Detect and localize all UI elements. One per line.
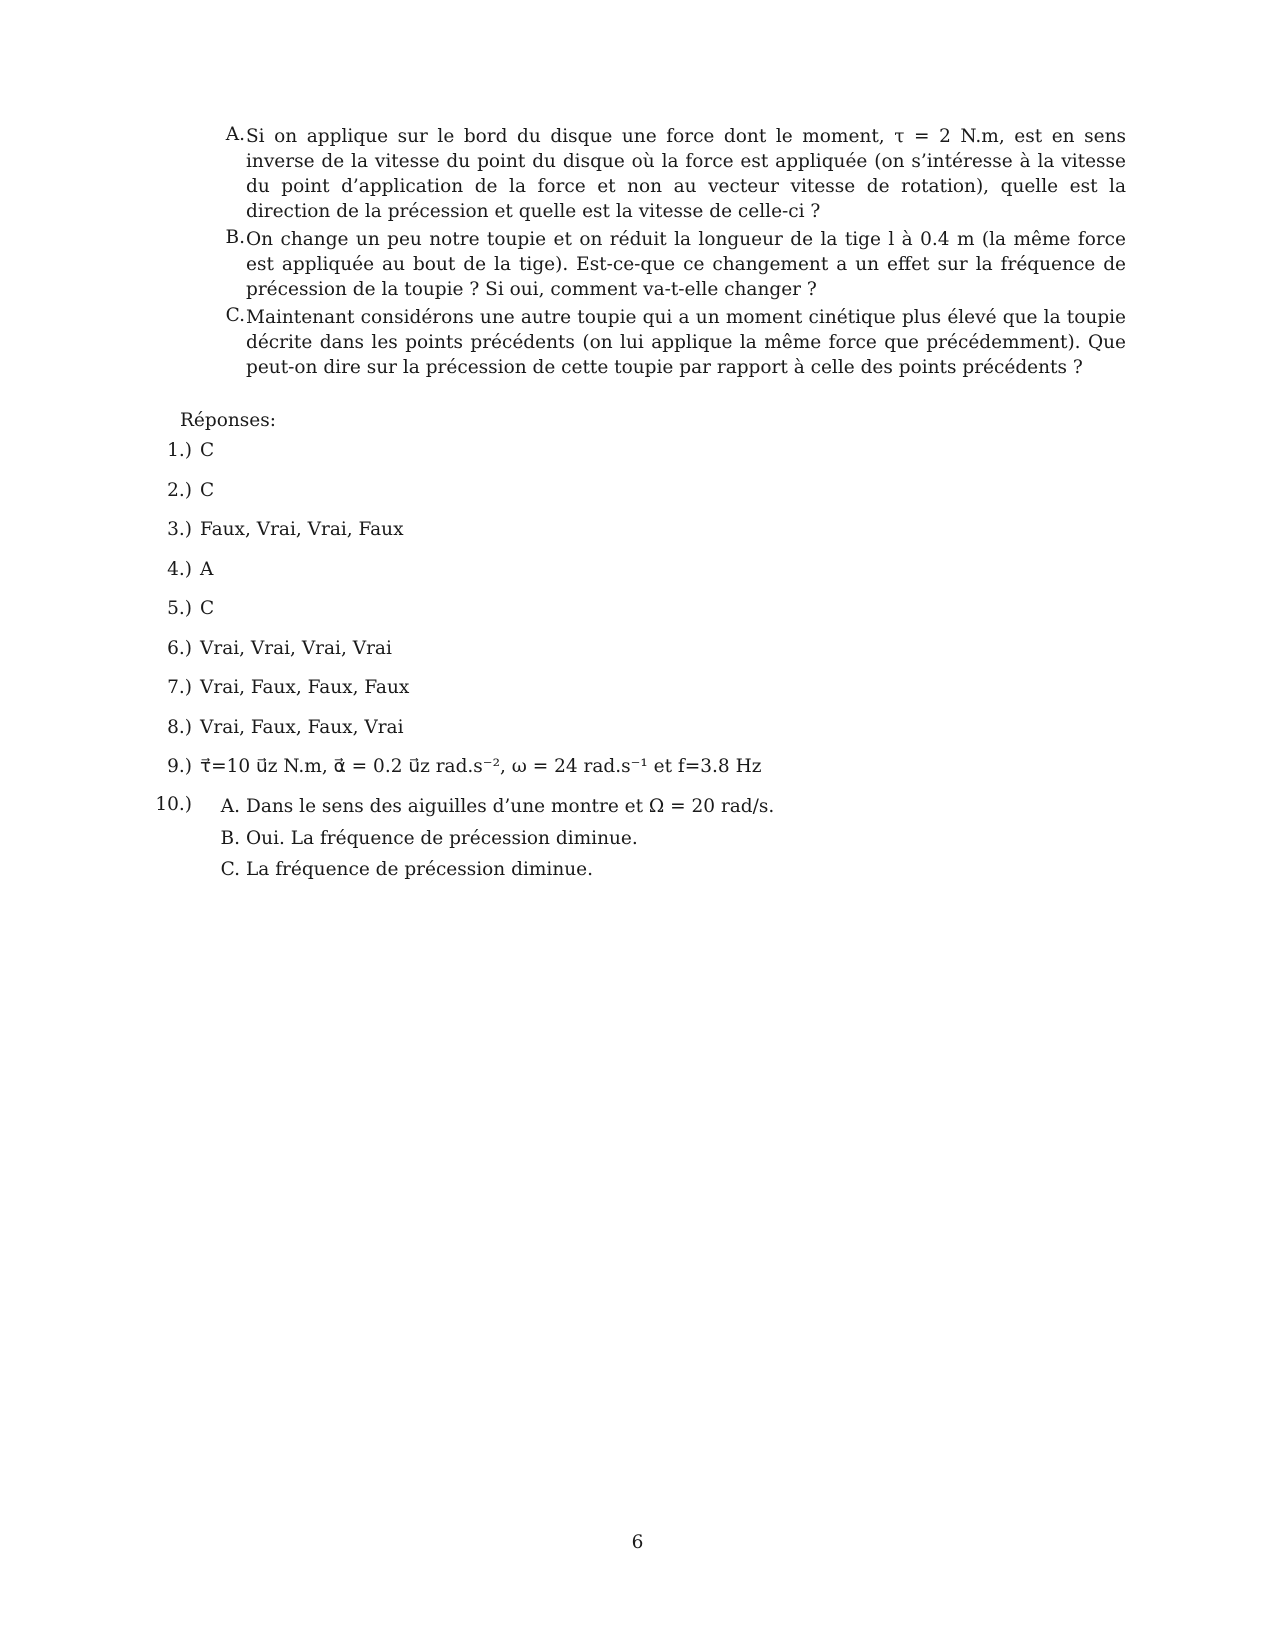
answer-text: Vrai, Faux, Faux, Vrai	[200, 717, 404, 738]
question-label: C.	[225, 305, 245, 326]
answer-number: 10.)	[155, 794, 192, 815]
answer-sub-item	[210, 826, 638, 851]
question-text: Si on applique sur le bord du disque une force dont le moment, τ = 2 N.m, est en sens inverse de la vitesse du point du disque où la force est appliquée (on s’intéresse à la vitesse du point d’application de la force et non au vecteur vitesse de rotation), quelle est la direction de la précession et quelle est la vitesse de celle-ci ?	[246, 126, 1126, 222]
answer-sub-text: Oui. La fréquence de précession diminue.	[246, 828, 638, 849]
answer-text: C	[200, 480, 215, 501]
answer-text: Vrai, Faux, Faux, Faux	[200, 677, 410, 698]
answer-text: τ⃗=10 u⃗z N.m, α⃗ = 0.2 u⃗z rad.s⁻², ω = 24 rad.s⁻¹ et f=3.8 Hz	[200, 756, 762, 777]
answer-number: 1.)	[167, 440, 192, 461]
answer-number: 5.)	[167, 598, 192, 619]
answer-sub-text: La fréquence de précession diminue.	[246, 859, 593, 880]
answer-sub-label: C.	[220, 859, 240, 880]
question-label: A.	[225, 124, 245, 145]
answer-sub-item	[210, 794, 774, 819]
answer-sub-label: B.	[220, 828, 240, 849]
answers-heading: Réponses:	[180, 410, 276, 431]
answer-number: 7.)	[167, 677, 192, 698]
answer-item	[150, 517, 404, 542]
answer-item	[150, 438, 214, 463]
answer-item	[150, 715, 404, 740]
answer-item	[150, 557, 213, 582]
answer-item	[150, 478, 214, 503]
answer-text: A	[200, 559, 214, 580]
answer-item	[150, 636, 392, 661]
answer-sub-text: Dans le sens des aiguilles d’une montre et Ω = 20 rad/s.	[246, 796, 775, 817]
answer-number: 3.)	[167, 519, 192, 540]
answer-item	[150, 754, 761, 779]
answer-number: 9.)	[167, 756, 192, 777]
answer-number: 6.)	[167, 638, 192, 659]
page-number: 6	[631, 1532, 644, 1553]
question-text: On change un peu notre toupie et on réduit la longueur de la tige l à 0.4 m (la même force est appliquée au bout de la tige). Est-ce-que ce changement a un effet sur la fréquence de précession de la toupie ? Si oui, comment va-t-elle changer ?	[246, 229, 1126, 300]
answer-sub-label: A.	[220, 796, 240, 817]
answer-sub-item	[210, 857, 593, 882]
question-text: Maintenant considérons une autre toupie qui a un moment cinétique plus élevé que la toupie décrite dans les points précédents (on lui applique la même force que précédemment). Que peut-on dire sur la précession de cette toupie par rapport à celle des points précédents ?	[246, 307, 1126, 378]
answer-number: 2.)	[167, 480, 192, 501]
answer-text: Vrai, Vrai, Vrai, Vrai	[200, 638, 392, 659]
answer-text: Faux, Vrai, Vrai, Faux	[200, 519, 404, 540]
answer-number: 4.)	[167, 559, 192, 580]
answer-item	[150, 596, 214, 621]
answer-number: 8.)	[167, 717, 192, 738]
answer-item	[150, 675, 409, 700]
question-label: B.	[225, 227, 245, 248]
answer-text: C	[200, 598, 215, 619]
answer-text: C	[200, 440, 215, 461]
